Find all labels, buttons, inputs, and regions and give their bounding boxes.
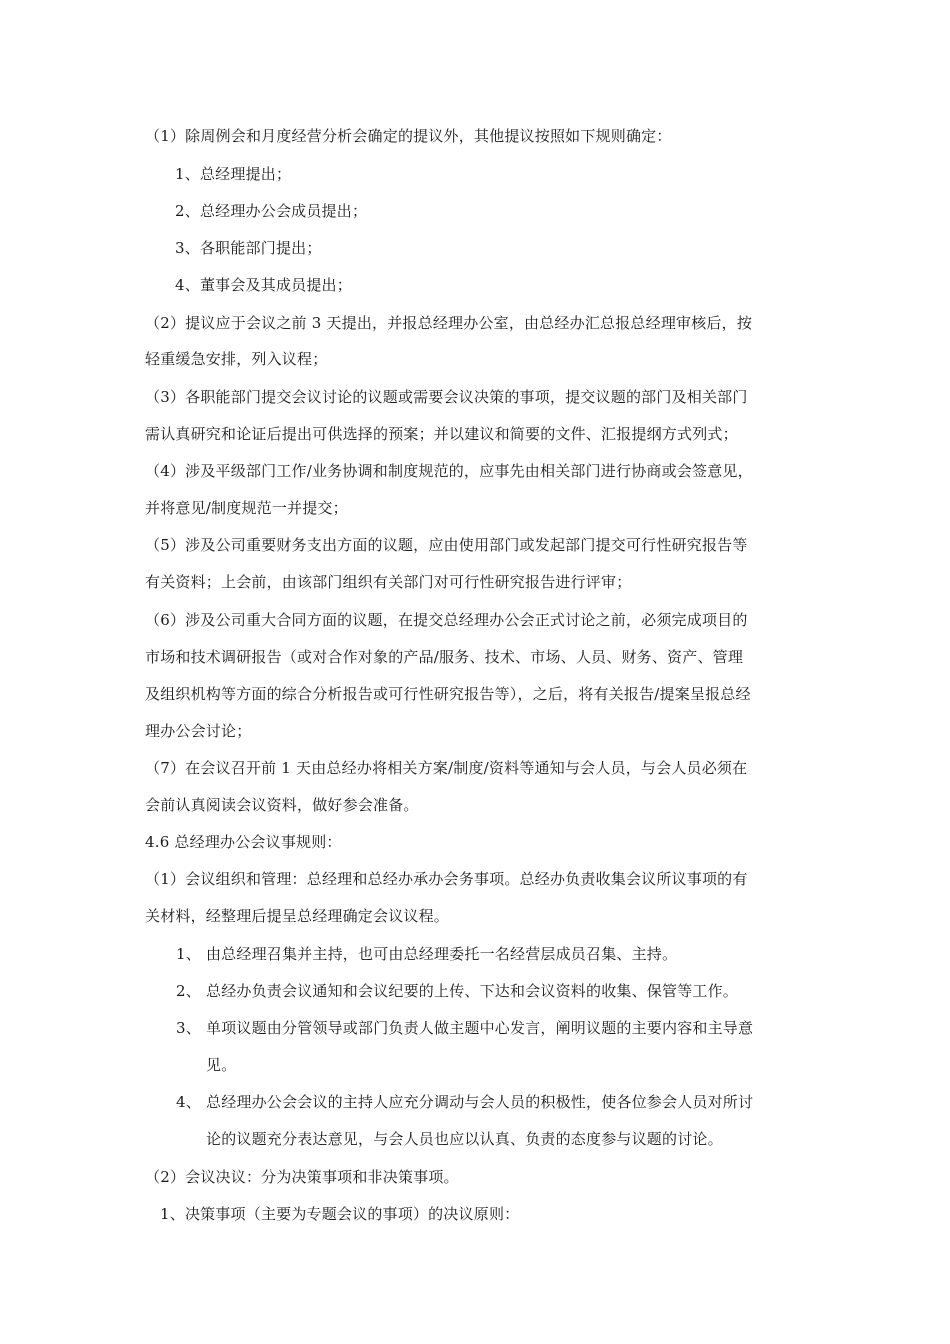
paragraph-line: 轻重缓急安排，列入议程；	[145, 350, 328, 368]
paragraph-line: （3）各职能部门提交会议讨论的议题或需要会议决策的事项，提交议题的部门及相关部门	[145, 388, 748, 406]
paragraph-line: 会前认真阅读会议资料，做好参会准备。	[145, 796, 419, 814]
list-item: 4、董事会及其成员提出；	[175, 276, 352, 294]
list-number: 1、	[176, 945, 201, 963]
paragraph-line: （7）在会议召开前 1 天由总经办将相关方案/制度/资料等通知与会人员，与会人员必须在	[145, 759, 748, 777]
paragraph-line: （1）会议组织和管理：总经理和总经办承办会务事项。总经办负责收集会议所议事项的有	[145, 870, 748, 888]
list-item-continuation: 论的议题充分表达意见，与会人员也应以认真、负责的态度参与议题的讨论。	[206, 1130, 723, 1148]
list-item: 由总经理召集并主持，也可由总经理委托一名经营层成员召集、主持。	[206, 945, 678, 963]
list-item: 1、总经理提出；	[175, 165, 292, 183]
list-item: 总经办负责会议通知和会议纪要的上传、下达和会议资料的收集、保管等工作。	[206, 982, 739, 1000]
list-item: 1、决策事项（主要为专题会议的事项）的决议原则：	[160, 1205, 520, 1223]
list-item: 总经理办公会会议的主持人应充分调动与会人员的积极性，使各位参会人员对所讨	[206, 1093, 754, 1111]
paragraph-line: 市场和技术调研报告（或对合作对象的产品/服务、技术、市场、人员、财务、资产、管理	[145, 648, 744, 666]
paragraph-line: （1）除周例会和月度经营分析会确定的提议外，其他提议按照如下规则确定：	[145, 127, 672, 145]
paragraph-line: 及组织机构等方面的综合分析报告或可行性研究报告等），之后，将有关报告/提案呈报总经	[145, 685, 751, 703]
list-item-continuation: 见。	[206, 1056, 237, 1074]
list-number: 3、	[176, 1019, 201, 1037]
paragraph-line: （2）提议应于会议之前 3 天提出，并报总经理办公室，由总经办汇总报总经理审核后，按	[145, 314, 753, 332]
list-number: 2、	[176, 982, 201, 1000]
paragraph-line: （4）涉及平级部门工作/业务协调和制度规范的，应事先由相关部门进行协商或会签意见，	[145, 462, 753, 480]
paragraph-line: 理办公会讨论；	[145, 722, 252, 740]
list-item: 3、各职能部门提出；	[175, 239, 322, 257]
paragraph-line: 并将意见/制度规范一并提交；	[145, 499, 348, 517]
paragraph-line: （2）会议决议：分为决策事项和非决策事项。	[145, 1168, 459, 1186]
list-item: 2、总经理办公会成员提出；	[175, 202, 368, 220]
paragraph-line: （6）涉及公司重大合同方面的议题，在提交总经理办公会正式讨论之前，必须完成项目的	[145, 611, 748, 629]
list-number: 4、	[176, 1093, 201, 1111]
section-heading: 4.6 总经理办公会议事规则：	[145, 833, 342, 851]
paragraph-line: 关材料，经整理后提呈总经理确定会议议程。	[145, 907, 450, 925]
paragraph-line: （5）涉及公司重要财务支出方面的议题，应由使用部门或发起部门提交可行性研究报告等	[145, 536, 748, 554]
paragraph-line: 需认真研究和论证后提出可供选择的预案；并以建议和简要的文件、汇报提纲方式列式；	[145, 425, 738, 443]
paragraph-line: 有关资料；上会前，由该部门组织有关部门对可行性研究报告进行评审；	[145, 573, 632, 591]
list-item: 单项议题由分管领导或部门负责人做主题中心发言，阐明议题的主要内容和主导意	[206, 1019, 754, 1037]
